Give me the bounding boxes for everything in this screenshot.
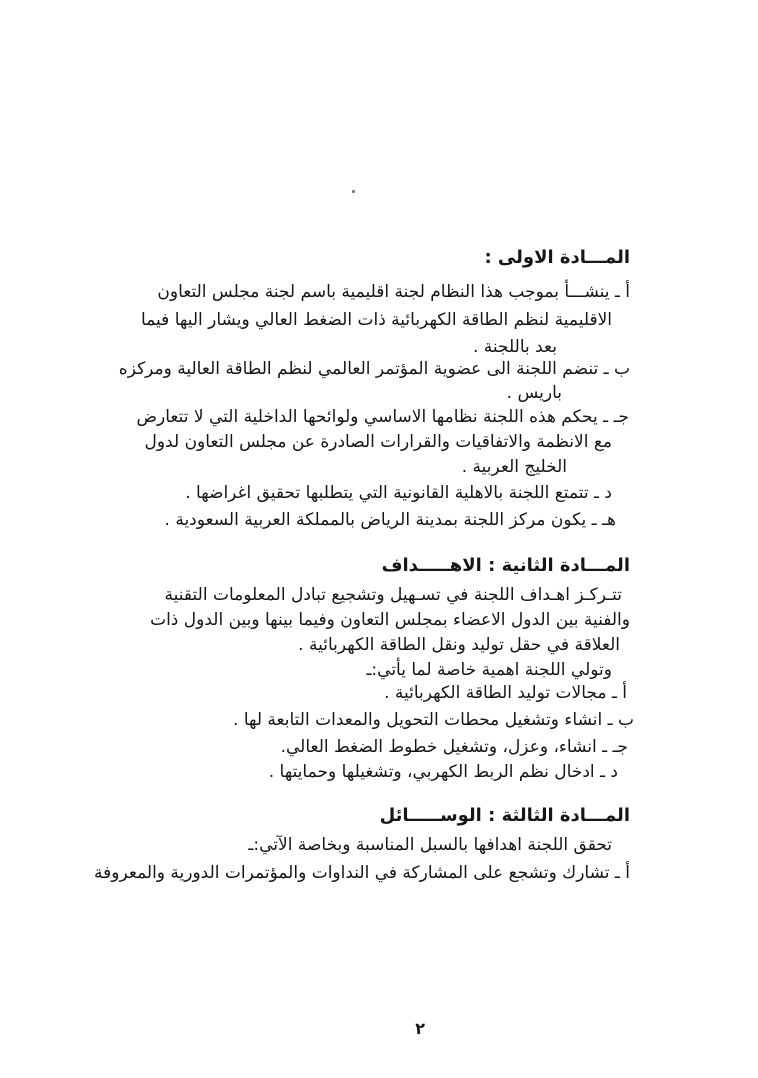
scan-speck-dot [352,190,355,193]
article-2-lead-line: وتولي اللجنة اهمية خاصة لما يأتي:ـ [366,660,612,680]
article-1-item-a-line-1: أ ـ ينشـــأ بموجب هذا النظام لجنة اقليمية باسم لجنة مجلس التعاون [157,282,630,302]
article-1-item-c-line-3: الخليج العربية . [461,457,567,477]
article-2-intro-line-3: العلاقة في حقل توليد ونقل الطاقة الكهربائية . [298,635,620,655]
article-1-item-b-line-1: ب ـ تنضم اللجنة الى عضوية المؤتمر العالمي لنظم الطاقة العالية ومركزه [118,359,630,379]
article-1-item-a-line-2: الاقليمية لنظم الطاقة الكهربائية ذات الضغط العالي ويشار اليها فيما [141,310,612,330]
article-1-item-e: هـ ـ يكون مركز اللجنة بمدينة الرياض بالمملكة العربية السعودية . [164,510,616,530]
article-1-item-c-line-2: مع الانظمة والاتفاقيات والقرارات الصادرة عن مجلس التعاون لدول [144,432,612,452]
article-3-item-a-line-1: أ ـ تشارك وتشجع على المشاركة في النداوات والمؤتمرات الدورية والمعروفة [94,863,630,883]
article-2-item-c: جـ ـ انشاء، وعزل، وتشغيل خطوط الضغط العالي. [280,737,628,757]
article-1-item-d: د ـ تتمتع اللجنة بالاهلية القانونية التي يتطلبها تحقيق اغراضها . [185,483,612,503]
article-2-intro-line-1: تتـركـز اهـداف اللجنة في تسـهيل وتشجيع تبادل المعلومات التقنية [164,585,622,605]
article-2-item-a: أ ـ مجالات توليد الطاقة الكهربائية . [384,683,627,703]
page-number: ٢ [415,1019,425,1038]
article-1-item-a-line-3: بعد باللجنة . [472,337,557,357]
article-1-heading: المـــادة الاولى : [484,247,630,268]
article-3-intro-line: تحقق اللجنة اهدافها بالسبل المناسبة وبخاصة الآتي:ـ [248,835,612,855]
article-2-intro-line-2: والفنية بين الدول الاعضاء بمجلس التعاون وفيما بينها وبين الدول ذات [150,610,630,630]
article-1-item-b-line-2: باريس . [506,383,562,403]
article-3-heading: المـــادة الثالثة : الوســـــائل [379,805,630,826]
article-2-item-d: د ـ ادخال نظم الربط الكهربي، وتشغيلها وحمايتها . [268,762,618,782]
article-2-item-b: ب ـ انشاء وتشغيل محطات التحويل والمعدات التابعة لها . [233,710,634,730]
article-2-heading: المـــادة الثانية : الاهـــــداف [381,555,630,576]
article-1-item-c-line-1: جـ ـ يحكم هذه اللجنة نظامها الاساسي ولوائحها الداخلية التي لا تتعارض [136,407,629,427]
